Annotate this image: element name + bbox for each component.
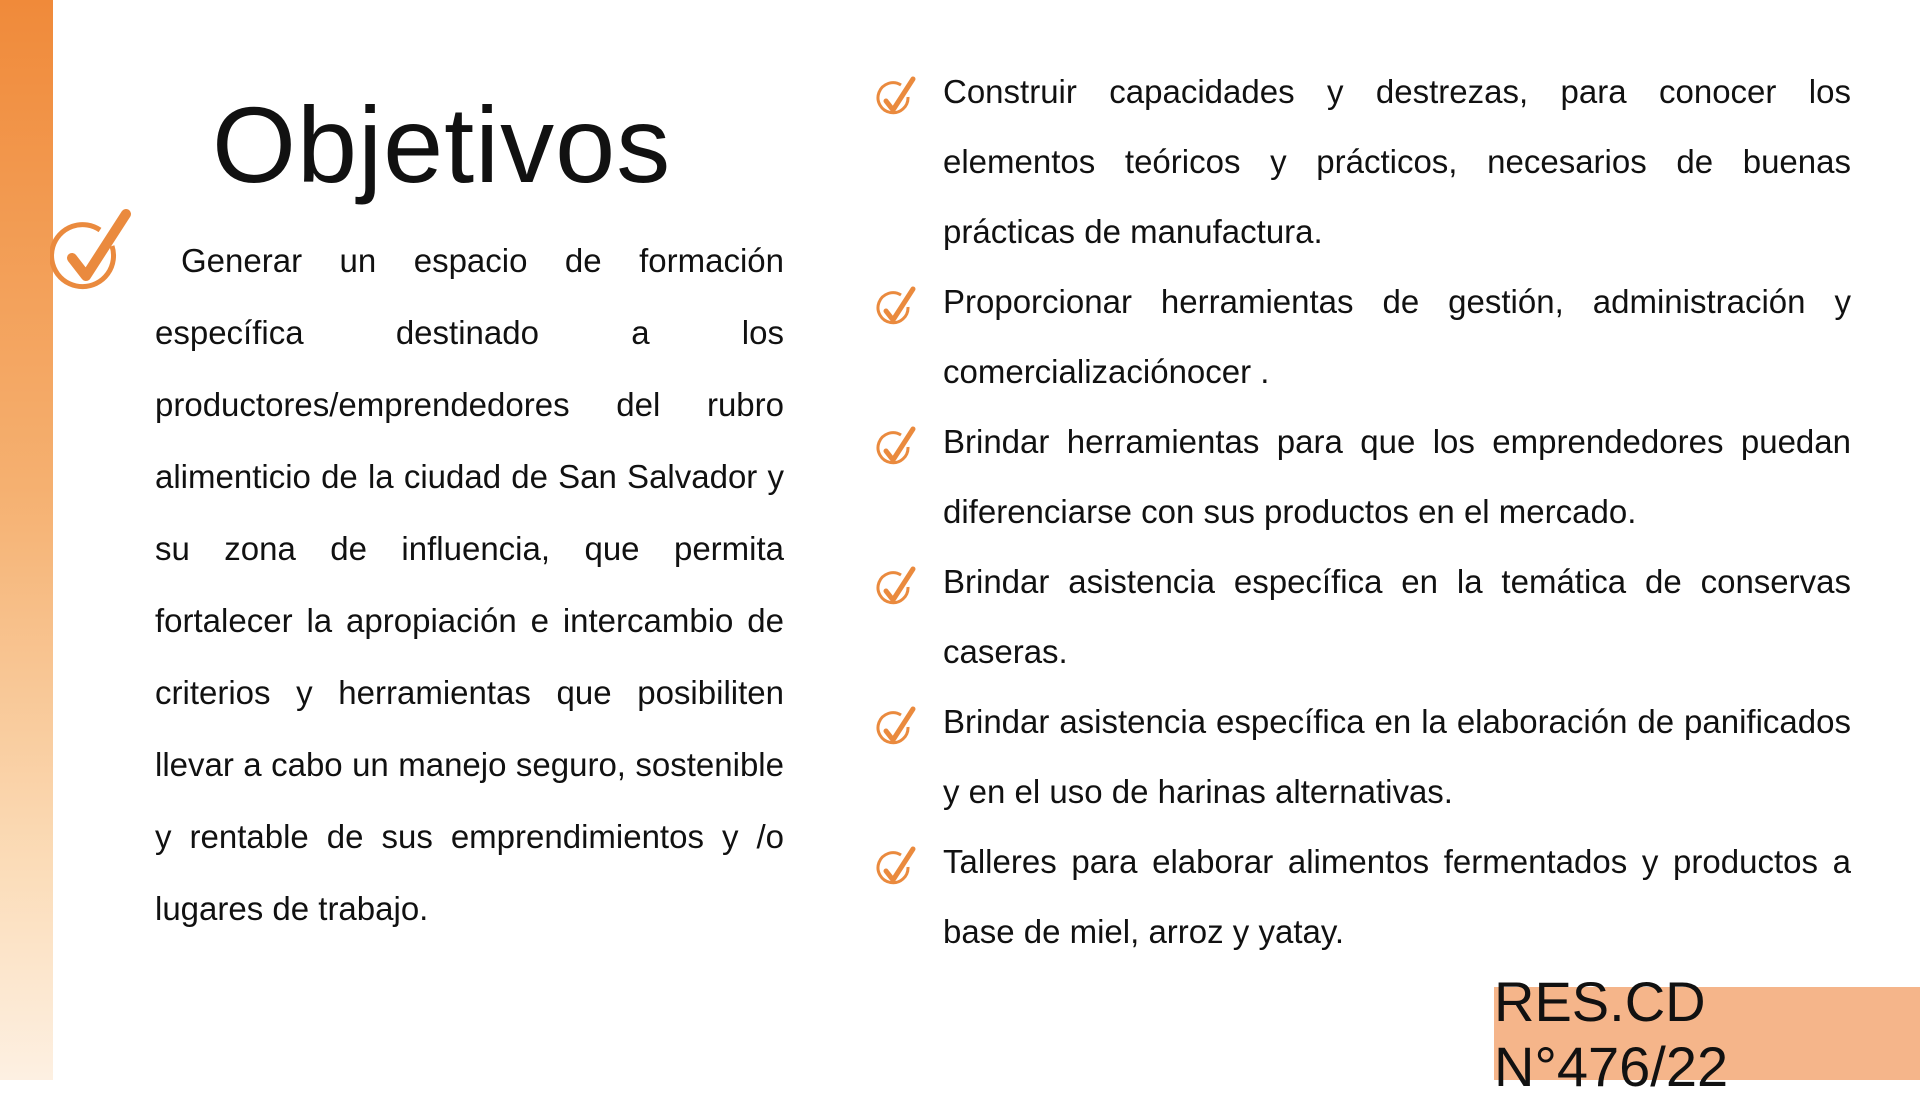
accent-bar (0, 0, 53, 1080)
check-circle-icon (875, 845, 917, 889)
objective-text: Brindar asistencia específica en la temática de conservas caseras. (943, 563, 1851, 670)
objectives-list (875, 57, 1851, 967)
objective-text: Construir capacidades y destrezas, para conocer los elementos teóricos y prácticos, necesarios de buenas prácticas de manufactura. (943, 73, 1851, 250)
list-item (875, 827, 1851, 967)
page-title: Objetivos (212, 84, 672, 205)
objective-text: Talleres para elaborar alimentos fermentados y productos a base de miel, arroz y yatay. (943, 843, 1851, 950)
objective-text: Brindar herramientas para que los emprendedores puedan diferenciarse con sus productos en el mercado. (943, 423, 1851, 530)
main-objective: Generar un espacio de formación específica destinado a los productores/emprendedores del rubro alimenticio de la ciudad de San Salvador y su zona de influencia, que permita fortalecer la apropiación e intercambio de criterios y herramientas que posibiliten llevar a cabo un manejo seguro, sostenible y rentable de sus emprendimientos y /o lugares de trabajo. (155, 242, 784, 927)
list-item (875, 267, 1851, 407)
check-circle-icon (875, 565, 917, 609)
check-circle-icon (875, 705, 917, 749)
resolution-badge: RES.CD N°476/22 (1494, 987, 1920, 1080)
check-circle-icon (875, 75, 917, 119)
list-item (875, 57, 1851, 267)
check-circle-icon (875, 285, 917, 329)
list-item (875, 547, 1851, 687)
check-circle-icon (50, 206, 136, 296)
check-circle-icon (875, 425, 917, 469)
list-item (875, 687, 1851, 827)
objective-text: Proporcionar herramientas de gestión, administración y comercializaciónocer . (943, 283, 1851, 390)
list-item (875, 407, 1851, 547)
objective-text: Brindar asistencia específica en la elaboración de panificados y en el uso de harinas alternativas. (943, 703, 1851, 810)
